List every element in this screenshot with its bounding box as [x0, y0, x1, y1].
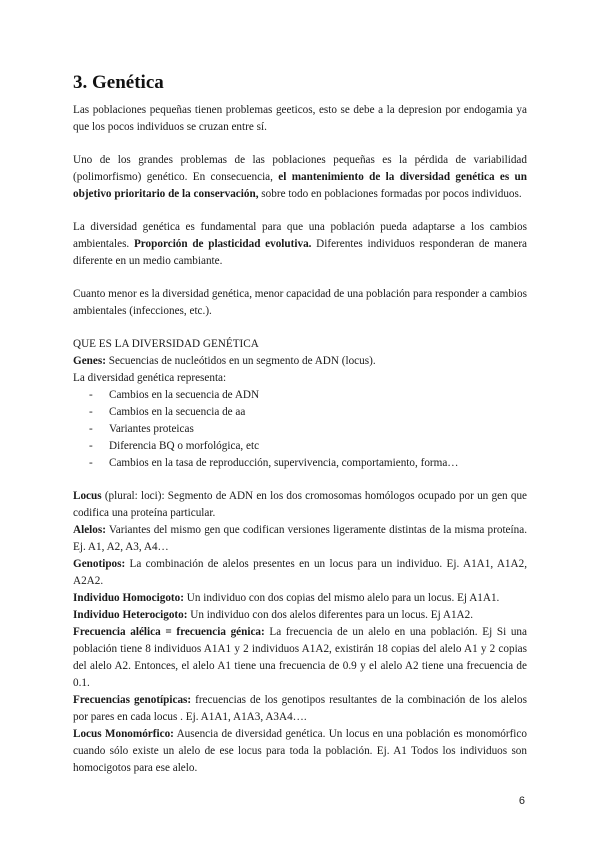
list-item-text: Cambios en la secuencia de ADN: [109, 389, 260, 401]
paragraph-variabilidad: [73, 152, 527, 203]
definition-text: (plural: loci): Segmento de ADN en los dos cromosomas homólogos ocupado por un gen que codifica una proteína particular.: [73, 490, 527, 519]
genes-term: Genes:: [73, 355, 106, 367]
paragraph-text: Cuanto menor es la diversidad genética, menor capacidad de una población para responder a cambios ambientales (infecciones, etc.).: [73, 288, 527, 317]
term-alelos: Alelos:: [73, 524, 106, 536]
term-locus-monomorfico: Locus Monomórfico:: [73, 728, 174, 740]
dash-bullet: -: [89, 423, 93, 435]
page-content: [73, 70, 527, 777]
paragraph-text: Las poblaciones pequeñas tienen problemas geeticos, esto se debe a la depresion por endogamia ya que los pocos individuos se cruzan entre sí.: [73, 104, 527, 133]
term-homocigoto: Individuo Homocigoto:: [73, 592, 184, 604]
bold-emphasis: el mantenimiento de la diversidad genética es un objetivo prioritario de la conservación,: [73, 171, 527, 200]
dash-bullet: -: [89, 406, 93, 418]
definition-text: Variantes del mismo gen que codifican versiones ligeramente distintas de la misma proteína. Ej. A1, A2, A3, A4…: [73, 524, 527, 553]
definition-homocigoto: [73, 590, 527, 607]
page-number: 6: [518, 795, 525, 807]
dash-bullet: -: [89, 457, 93, 469]
list-item: [73, 438, 527, 455]
term-frecuencias-genotipicas: Frecuencias genotípicas:: [73, 694, 192, 706]
term-frecuencia-alelica: Frecuencia alélica = frecuencia génica:: [73, 626, 265, 638]
list-item-text: Variantes proteicas: [109, 423, 194, 435]
dash-bullet: -: [89, 440, 93, 452]
definition-text: Un individuo con dos alelos diferentes para un locus. Ej A1A2.: [187, 609, 474, 621]
list-item-text: Cambios en la secuencia de aa: [109, 406, 246, 418]
definition-genotipos: [73, 556, 527, 590]
definition-locus-monomorfico: [73, 726, 527, 777]
definition-frecuencia-alelica: [73, 624, 527, 692]
paragraph-text: sobre todo en poblaciones formadas por pocos individuos.: [258, 188, 522, 200]
section-title: 3. Genética: [73, 72, 164, 93]
term-genotipos: Genotipos:: [73, 558, 126, 570]
definition-frecuencias-genotipicas: [73, 692, 527, 726]
definition-text: La combinación de alelos presentes en un locus para un individuo. Ej. A1A1, A1A2, A2A2.: [73, 558, 527, 587]
bold-emphasis: Proporción de plasticidad evolutiva.: [133, 238, 312, 250]
paragraph-text: Diferentes individuos responderan de manera diferente en un medio cambiante.: [73, 238, 528, 267]
dash-bullet: -: [89, 389, 93, 401]
definition-locus: [73, 488, 527, 522]
diversity-heading: QUE ES LA DIVERSIDAD GENÉTICA: [73, 338, 259, 350]
definition-text: La frecuencia de un alelo en una población. Ej Si una población tiene 8 individuos A1A1 y 2 individuos A1A2, existirán 18 copias del alelo A1 y 2 copias del alelo A2. Entonces, el alelo A1 tiene una frecuencia de 0.9 y el alelo A2 tiene una frecuencia de 0.1.: [73, 626, 527, 689]
list-item: [73, 404, 527, 421]
list-item-text: Cambios en la tasa de reproducción, supervivencia, comportamiento, forma…: [109, 457, 459, 469]
paragraph-capacidad: [73, 286, 527, 320]
diversity-list: [73, 387, 527, 472]
genes-text: Secuencias de nucleótidos en un segmento de ADN (locus).: [105, 355, 376, 367]
paragraph-text: Uno de los grandes problemas de las poblaciones pequeñas es la pérdida de variabilidad (polimorfismo) genético. En consecuencia,: [73, 154, 527, 183]
definition-text: Un individuo con dos copias del mismo alelo para un locus. Ej A1A1.: [183, 592, 500, 604]
paragraph-text: La diversidad genética es fundamental para que una población pueda adaptarse a los cambios ambientales.: [73, 221, 527, 250]
term-heterocigoto: Individuo Heterocigoto:: [73, 609, 188, 621]
list-item: [73, 455, 527, 472]
definition-text: frecuencias de los genotipos resultantes de la combinación de los alelos por pares en cada locus . Ej. A1A1, A1A3, A3A4….: [73, 694, 527, 723]
list-item: [73, 387, 527, 404]
definition-heterocigoto: [73, 607, 527, 624]
list-item-text: Diferencia BQ o morfológica, etc: [109, 440, 260, 452]
genes-definition: [73, 353, 527, 370]
represents-intro: La diversidad genética representa:: [73, 372, 227, 384]
paragraph-plasticidad: [73, 219, 527, 270]
list-item: [73, 421, 527, 438]
definition-text: Ausencia de diversidad genética. Un locus en una población es monomórfico cuando sólo existe un alelo de ese locus para toda la población. Ej. A1 Todos los individuos son homocigotos para ese alelo.: [73, 728, 527, 774]
definition-alelos: [73, 522, 527, 556]
paragraph-endogamia: [73, 102, 527, 136]
term-locus: Locus: [73, 490, 102, 502]
